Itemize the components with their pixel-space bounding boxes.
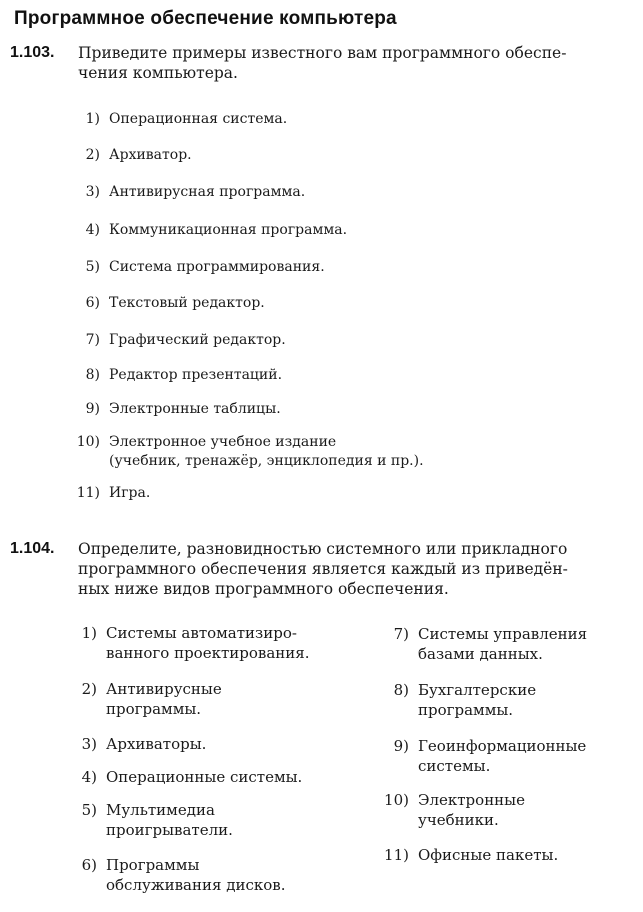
- item-text-line-1: Системы управления: [418, 625, 588, 643]
- item-number: 6): [81, 856, 97, 874]
- item-text-line-2: (учебник, тренажёр, энциклопедия и пр.).: [109, 453, 424, 469]
- item-text-line-1: Геоинформационные: [418, 737, 587, 755]
- item-number: 9): [393, 737, 409, 755]
- list-item-103-2: [85, 146, 192, 165]
- item-number: 10): [76, 434, 100, 450]
- task-text-103-line-1: Приведите примеры известного вам программного обеспе-: [78, 44, 567, 62]
- item-text: Операционная система.: [109, 111, 288, 127]
- item-number: 2): [85, 147, 100, 163]
- item-text-line-1: Программы: [106, 856, 200, 874]
- item-number: 8): [393, 681, 409, 699]
- item-number: 4): [85, 222, 100, 238]
- item-number: 3): [85, 184, 100, 200]
- list-item-103-6: [85, 294, 265, 313]
- item-number: 5): [85, 259, 100, 275]
- item-text-line-1: Электронные: [418, 791, 525, 809]
- task-text-103: [78, 43, 566, 83]
- item-text: Игра.: [109, 485, 151, 501]
- list-item-104-9: [393, 736, 587, 776]
- list-item-103-3: [85, 183, 306, 202]
- list-item-104-7: [393, 624, 588, 664]
- item-text-line-1: Бухгалтерские: [418, 681, 537, 699]
- item-text: Коммуникационная программа.: [109, 222, 348, 238]
- item-number: 4): [81, 768, 97, 786]
- item-number: 1): [81, 624, 97, 642]
- item-number: 9): [85, 401, 100, 417]
- list-item-103-7: [85, 331, 286, 350]
- list-item-103-5: [85, 258, 325, 277]
- item-text: Система программирования.: [109, 259, 325, 275]
- item-number: 2): [81, 680, 97, 698]
- list-item-104-4: [81, 767, 303, 787]
- list-item-103-8: [85, 366, 283, 385]
- item-text-line-2: ванного проектирования.: [106, 644, 310, 662]
- item-number: 7): [393, 625, 409, 643]
- item-number: 8): [85, 367, 100, 383]
- list-item-104-10: [384, 790, 525, 830]
- item-text: Электронные таблицы.: [109, 401, 281, 417]
- item-text: Антивирусная программа.: [109, 184, 306, 200]
- list-item-103-9: [85, 400, 281, 419]
- page-title: Программное обеспечение компьютера: [14, 8, 397, 29]
- item-text: Текстовый редактор.: [109, 295, 265, 311]
- item-text-line-2: программы.: [418, 701, 514, 719]
- item-number: 10): [384, 791, 409, 809]
- item-number: 11): [76, 485, 100, 501]
- item-text: Офисные пакеты.: [418, 846, 559, 864]
- item-text: Графический редактор.: [109, 332, 286, 348]
- item-text: Операционные системы.: [106, 768, 303, 786]
- item-text-line-2: учебники.: [418, 811, 499, 829]
- item-number: 7): [85, 332, 100, 348]
- list-item-103-1: [85, 110, 288, 129]
- task-text-103-line-2: чения компьютера.: [78, 64, 238, 82]
- task-number-104: 1.104.: [10, 540, 55, 557]
- task-text-104-line-3: ных ниже видов программного обеспечения.: [78, 580, 449, 598]
- task-number-103: 1.103.: [10, 44, 55, 61]
- list-item-104-11: [384, 845, 559, 865]
- item-text-line-2: базами данных.: [418, 645, 543, 663]
- item-text-line-1: Электронное учебное издание: [109, 434, 337, 450]
- item-text-line-1: Мультимедиа: [106, 801, 215, 819]
- item-text: Архиватор.: [109, 147, 192, 163]
- item-text-line-1: Антивирусные: [106, 680, 222, 698]
- item-text-line-2: системы.: [418, 757, 491, 775]
- item-number: 1): [85, 111, 100, 127]
- task-text-104-line-1: Определите, разновидностью системного или прикладного: [78, 540, 568, 558]
- item-text-line-2: проигрыватели.: [106, 821, 233, 839]
- task-text-104-line-2: программного обеспечения является каждый из приведён-: [78, 560, 568, 578]
- item-text-line-2: обслуживания дисков.: [106, 876, 286, 894]
- list-item-103-11: [76, 484, 151, 503]
- list-item-104-1: [81, 623, 310, 663]
- list-item-104-5: [81, 800, 233, 840]
- list-item-103-4: [85, 221, 348, 240]
- task-text-104: [78, 539, 568, 599]
- list-item-104-3: [81, 734, 207, 754]
- item-text: Архиваторы.: [106, 735, 207, 753]
- item-text-line-2: программы.: [106, 700, 202, 718]
- item-number: 6): [85, 295, 100, 311]
- item-number: 11): [384, 846, 409, 864]
- list-item-104-2: [81, 679, 222, 719]
- item-number: 5): [81, 801, 97, 819]
- list-item-103-10: [76, 433, 424, 471]
- item-text: Редактор презентаций.: [109, 367, 283, 383]
- item-text-line-1: Системы автоматизиро-: [106, 624, 297, 642]
- item-number: 3): [81, 735, 97, 753]
- list-item-104-6: [81, 855, 286, 895]
- list-item-104-8: [393, 680, 537, 720]
